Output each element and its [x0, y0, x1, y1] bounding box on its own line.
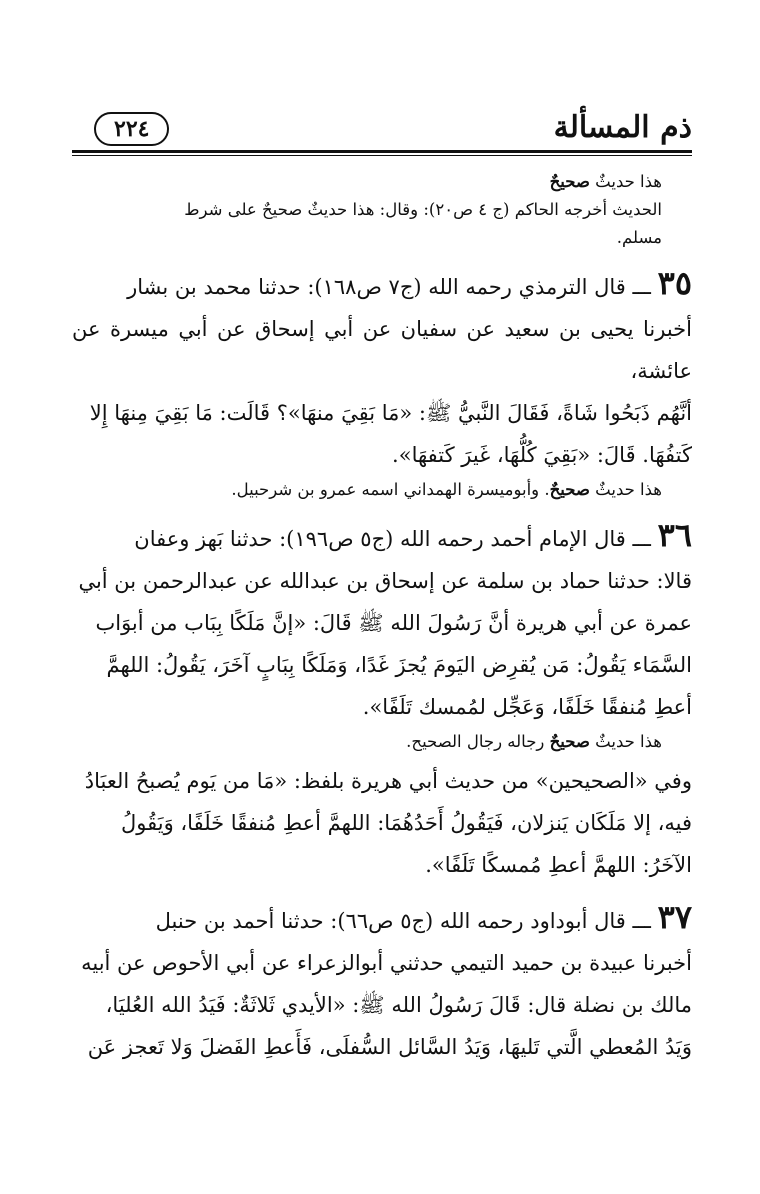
sahihain-note — [72, 760, 692, 886]
hadith-line: أعطِ مُنفقًا خَلَفًا، وَعَجِّل لمُمسك تَلَفًا». — [362, 695, 692, 719]
page-header — [72, 108, 692, 154]
grade-prefix: هذا حديثٌ — [589, 732, 662, 751]
hadith-36 — [72, 514, 692, 886]
hadith-number: ٣٦ — [657, 516, 692, 554]
hadith-line: ٣٧ ـــ قال أبوداود رحمه الله (ج٥ ص٦٦): حدثنا أحمد بن حنبل — [155, 898, 692, 936]
grade-prefix: هذا حديثٌ — [589, 172, 662, 191]
hadith-grade — [72, 728, 692, 756]
hadith-35 — [72, 262, 692, 504]
hadith-37 — [72, 896, 692, 1068]
intro-hakim-line-end: مسلم. — [616, 228, 662, 247]
hadith-line: ٣٦ ـــ قال الإمام أحمد رحمه الله (ج٥ ص١٩٦): حدثنا بَهز وعفان — [134, 516, 692, 554]
intro-grade-line — [72, 168, 692, 196]
note-line: الآخَرُ: اللهمَّ أعطِ مُمسكًا تَلَفًا». — [425, 853, 692, 877]
hadith-text: قال أبوداود رحمه الله (ج٥ ص٦٦): حدثنا أحمد بن حنبل — [155, 909, 626, 933]
hadith-line: عمرة عن أبي هريرة أنَّ رَسُولَ الله ﷺ قَالَ: «إنَّ مَلَكًا بِبَاب من أبوَاب — [95, 611, 692, 635]
hadith-line: أخبرنا يحيى بن سعيد عن سفيان عن أبي إسحاق عن أبي ميسرة عن عائشة، — [72, 317, 692, 383]
page-content — [72, 168, 692, 1068]
grade-suffix: . وأبوميسرة الهمداني اسمه عمرو بن شرحبيل. — [231, 480, 550, 499]
hadith-number: ٣٥ — [657, 264, 692, 302]
hadith-line: مالك بن نضلة قال: قَالَ رَسُولُ الله ﷺ: «الأيدي ثَلاثَةٌ: فَيَدُ الله العُليَا، — [105, 993, 692, 1017]
note-line: فيه، إلا مَلَكَان يَنزلان، فَيَقُولُ أَحَدُهُمَا: اللهمَّ أعطِ مُنفقًا خَلَفًا، وَيَقُولُ — [121, 811, 692, 835]
hadith-line: أخبرنا عبيدة بن حميد التيمي حدثني أبوالزعراء عن أبي الأحوص عن أبيه — [81, 951, 692, 975]
hadith-text: قال الترمذي رحمه الله (ج٧ ص١٦٨): حدثنا محمد بن بشار — [127, 275, 626, 299]
grade-label: صحيحٌ — [549, 480, 590, 499]
hadith-grade — [72, 476, 692, 504]
grade-suffix: رجاله رجال الصحيح. — [406, 732, 550, 751]
hadith-line: ٣٥ ـــ قال الترمذي رحمه الله (ج٧ ص١٦٨): حدثنا محمد بن بشار — [127, 264, 692, 302]
hadith-line: أنَّهُم ذَبَحُوا شَاةً، فَقَالَ النَّبيُّ ﷺ: «مَا بَقِيَ منهَا»؟ قَالَت: مَا بَقِيَ مِنهَا إِلا — [89, 401, 692, 425]
grade-label: صحيحٌ — [549, 732, 590, 751]
hadith-number: ٣٧ — [657, 898, 692, 936]
hadith-line: كَتفُهَا. قَالَ: «بَقِيَ كُلُّهَا، غَيرَ كَتفهَا». — [392, 443, 692, 467]
header-rule-thin — [72, 155, 692, 156]
chapter-title: ذم المسألة — [553, 110, 692, 145]
hadith-line: السَّمَاء يَقُولُ: مَن يُقرِض اليَومَ يُجزَ غَدًا، وَمَلَكًا بِبَابٍ آخَرَ، يَقُولُ: اللهمَّ — [106, 653, 692, 677]
hadith-line: وَيَدُ المُعطي الَّتي تَليهَا، وَيَدُ السَّائل السُّفلَى، فَأَعطِ الفَضلَ وَلا تَعجز عَن — [87, 1035, 692, 1059]
note-line: وفي «الصحيحين» من حديث أبي هريرة بلفظ: «مَا من يَوم يُصبحُ العبَادُ — [84, 769, 692, 793]
page-number: ٢٢٤ — [94, 112, 169, 146]
intro-hakim-line: الحديث أخرجه الحاكم (ج ٤ ص٢٠): وقال: هذا حديثٌ صحيحٌ على شرط — [184, 200, 662, 219]
grade-label: صحيحٌ — [549, 172, 590, 191]
hadith-text: قال الإمام أحمد رحمه الله (ج٥ ص١٩٦): حدثنا بَهز وعفان — [134, 527, 626, 551]
grade-prefix: هذا حديثٌ — [589, 480, 662, 499]
header-rule — [72, 150, 692, 153]
hadith-line: قالا: حدثنا حماد بن سلمة عن إسحاق بن عبدالله عن عبدالرحمن بن أبي — [78, 569, 692, 593]
